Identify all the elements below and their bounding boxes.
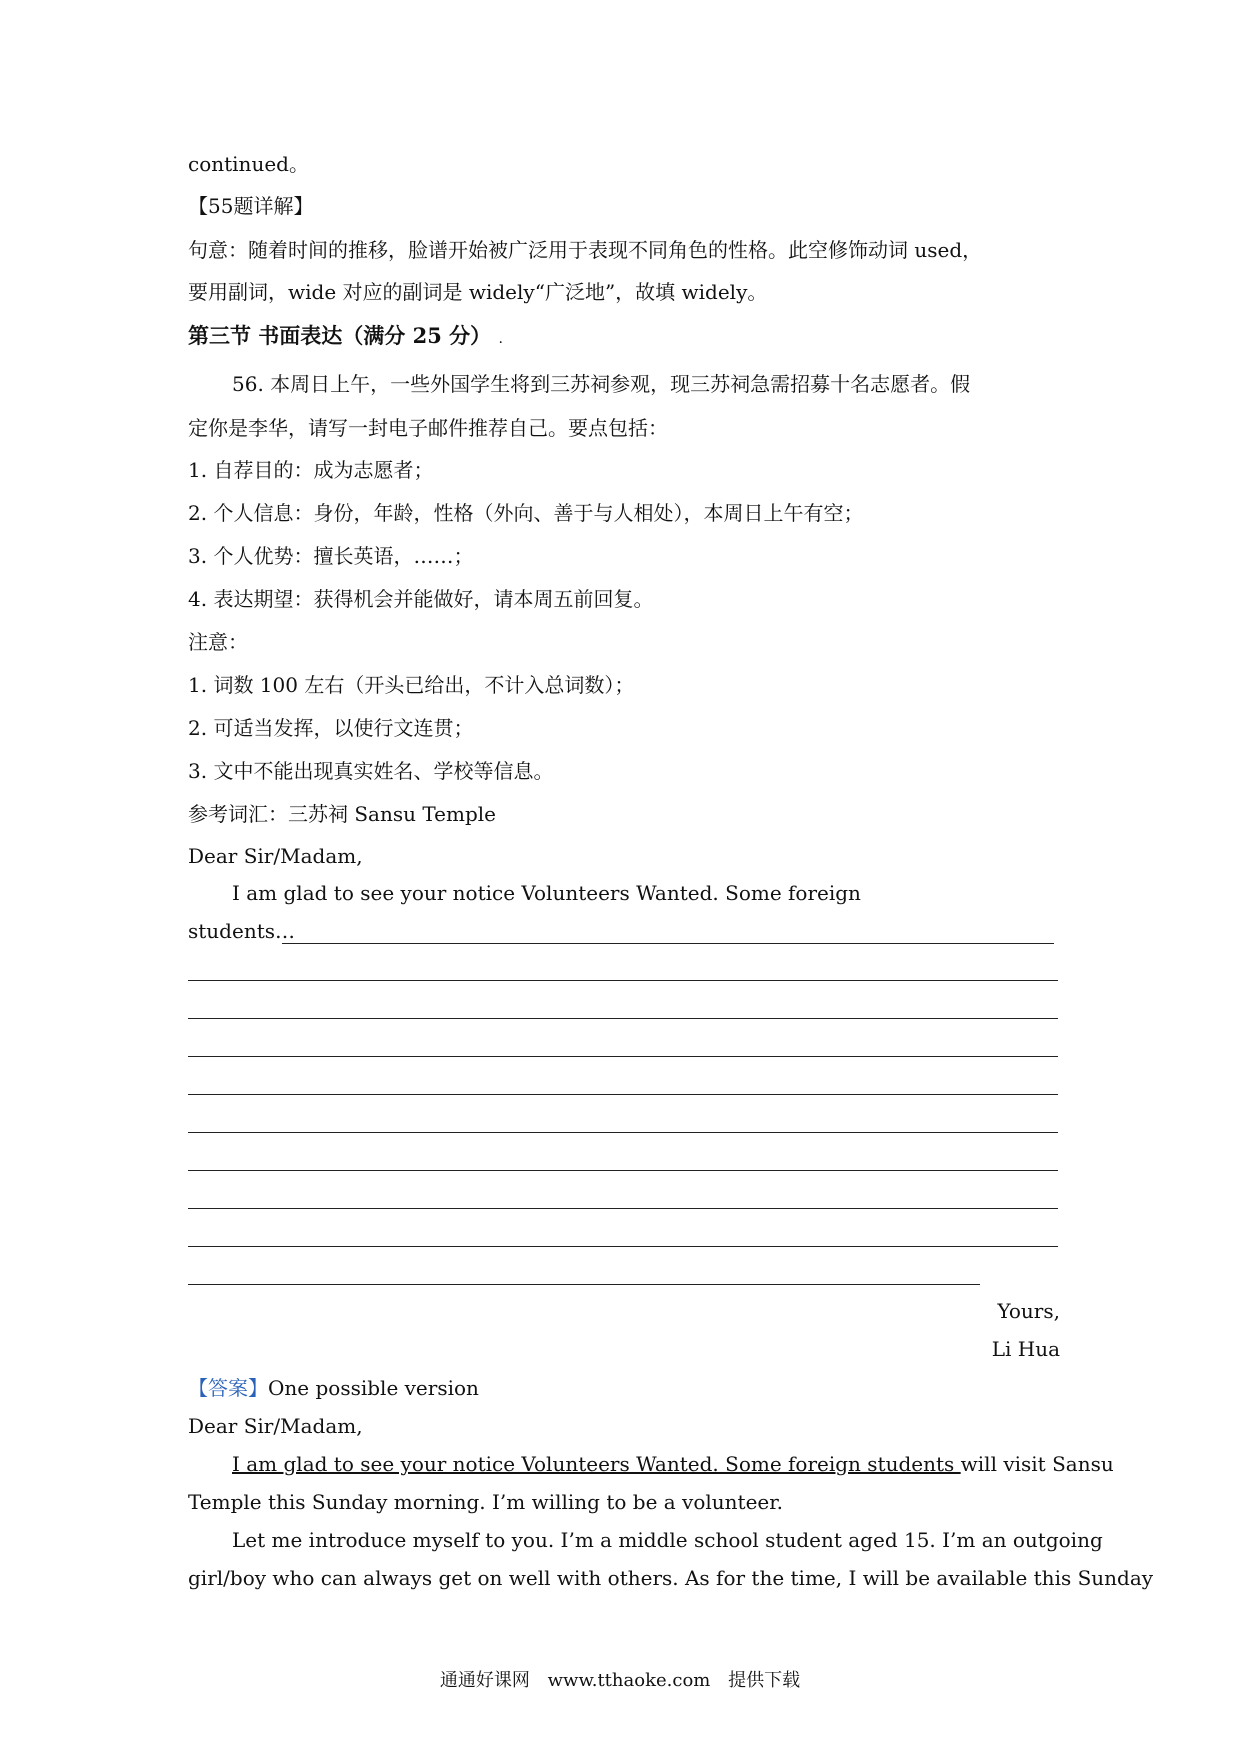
q55-explanation-line2: 要用副词，wide 对应的副词是 widely“广泛地”，故填 widely。 (188, 280, 768, 304)
footer-suffix: 提供下载 (728, 1670, 801, 1691)
writing-line (188, 1132, 1058, 1133)
section-heading-dot: . (498, 331, 503, 347)
letter-signature: Li Hua (991, 1337, 1060, 1361)
task-point: 4. 表达期望：获得机会并能做好，请本周五前回复。 (188, 587, 654, 611)
answer-header (188, 1374, 479, 1402)
letter-greeting: Dear Sir/Madam, (188, 844, 363, 868)
answer-p2-line2: girl/boy who can always get on well with others. As for the time, I will be available this Sunday (188, 1566, 1154, 1590)
footer-url[interactable]: www.tthaoke.com (547, 1670, 711, 1691)
writing-line (188, 1170, 1058, 1171)
letter-opening: I am glad to see your notice Volunteers Wanted. Some foreign (232, 881, 861, 905)
answer-p2-line1: Let me introduce myself to you. I’m a middle school student aged 15. I’m an outgoing (232, 1528, 1103, 1552)
answer-version: One possible version (268, 1376, 479, 1400)
footer-site-name: 通通好课网 (439, 1670, 530, 1691)
writing-line (188, 1056, 1058, 1057)
answer-p1-line1 (232, 1450, 1114, 1478)
section-heading (188, 322, 503, 353)
note-item: 2. 可适当发挥，以使行文连贯； (188, 716, 474, 740)
q55-explanation-line1: 句意：随着时间的推移，脸谱开始被广泛用于表现不同角色的性格。此空修饰动词 used， (188, 238, 983, 262)
letter-closing: Yours, (997, 1299, 1060, 1323)
writing-line (188, 1284, 980, 1285)
task-line1: 56. 本周日上午，一些外国学生将到三苏祠参观，现三苏祠急需招募十名志愿者。假 (232, 372, 971, 396)
answer-tag: 【答案】 (188, 1376, 268, 1400)
writing-line (282, 943, 1054, 944)
prev-answer-tail: continued。 (188, 152, 309, 176)
writing-line (188, 1018, 1058, 1019)
answer-p1-rest: will visit Sansu (960, 1452, 1114, 1476)
vocab-reference: 参考词汇：三苏祠 Sansu Temple (188, 802, 496, 826)
task-point: 1. 自荐目的：成为志愿者； (188, 458, 434, 482)
writing-line (188, 1208, 1058, 1209)
task-point: 2. 个人信息：身份，年龄，性格（外向、善于与人相处），本周日上午有空； (188, 501, 864, 525)
note-item: 3. 文中不能出现真实姓名、学校等信息。 (188, 759, 554, 783)
notes-title: 注意： (188, 630, 248, 654)
task-line2: 定你是李华，请写一封电子邮件推荐自己。要点包括： (188, 416, 668, 440)
page-footer (0, 1666, 1240, 1692)
section-heading-text: 第三节 书面表达（满分 25 分） (188, 323, 492, 348)
note-item: 1. 词数 100 左右（开头已给出，不计入总词数）； (188, 673, 635, 697)
q55-title: 【55题详解】 (188, 194, 314, 218)
writing-line (188, 980, 1058, 981)
writing-line (188, 1246, 1058, 1247)
letter-students: students… (188, 919, 296, 943)
writing-line (188, 1094, 1058, 1095)
answer-p1-line2: Temple this Sunday morning. I’m willing to be a volunteer. (188, 1490, 783, 1514)
task-point: 3. 个人优势：擅长英语，……； (188, 544, 474, 568)
answer-greeting: Dear Sir/Madam, (188, 1414, 363, 1438)
answer-given-opening: I am glad to see your notice Volunteers Wanted. Some foreign students (232, 1452, 961, 1476)
